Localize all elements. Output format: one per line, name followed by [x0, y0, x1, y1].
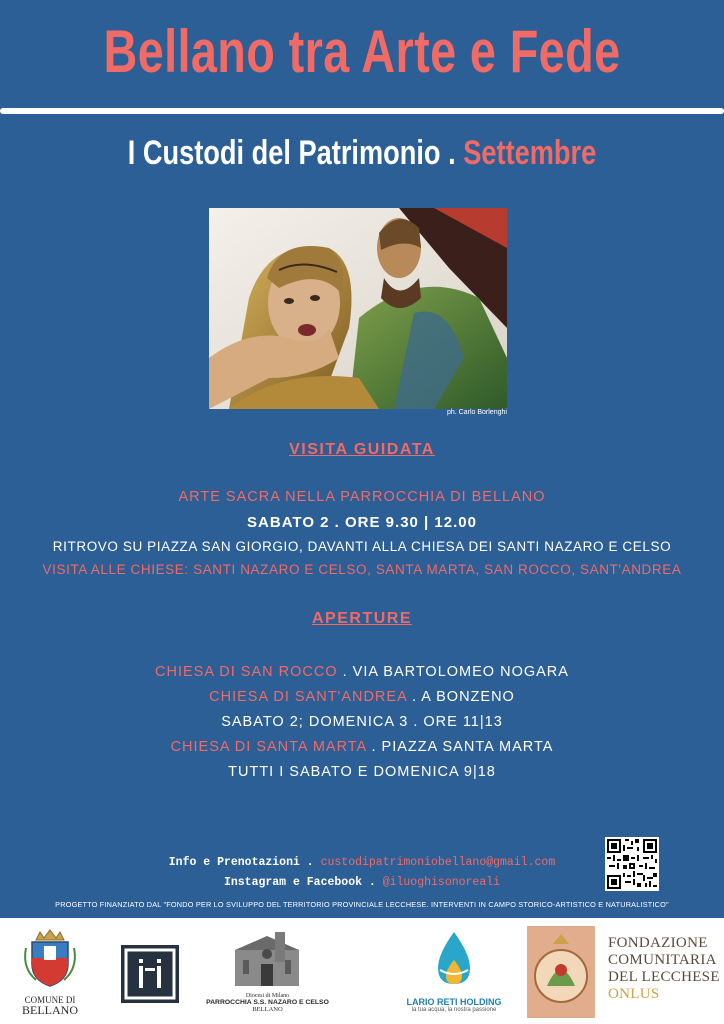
info-label: Info e Prenotazioni .: [168, 856, 321, 869]
parrocchia-town: BELLANO: [252, 1006, 283, 1013]
church-location: . PIAZZA SANTA MARTA: [366, 739, 554, 755]
opening-hours-weekend: SABATO 2; DOMENICA 3 . ORE 11|13: [221, 714, 503, 730]
visita-meeting: RITROVO SU PIAZZA SAN GIORGIO, DAVANTI ALLA CHIESA DEI SANTI NAZARO E CELSO: [52, 539, 672, 554]
subtitle-month: Settembre: [463, 134, 597, 172]
fondazione-line: DEL LECCHESE: [608, 969, 720, 985]
funding-note: PROGETTO FINANZIATO DAL "FONDO PER LO SVILUPPO DEL TERRITORIO PROVINCIALE LECCHESE. INTERVENTI IN CAMPO STORICO-ARTISTICO E NATURALISTICO": [55, 900, 669, 909]
opening-sant-andrea: [0, 689, 724, 705]
church-location: . A BONZENO: [406, 689, 515, 705]
opening-san-rocco: [0, 664, 724, 680]
photo-credit: ph. Carlo Borlenghi: [447, 409, 507, 416]
church-location: . VIA BARTOLOMEO NOGARA: [337, 664, 569, 680]
social-handle-link[interactable]: @iluoghisonoreali: [382, 876, 501, 889]
qr-code[interactable]: [605, 837, 659, 891]
church-name: CHIESA DI SAN ROCCO: [155, 664, 338, 680]
contact-email-link[interactable]: custodipatrimoniobellano@gmail.com: [320, 856, 556, 869]
church-name: CHIESA DI SANT'ANDREA: [209, 689, 407, 705]
subtitle-separator: .: [440, 134, 464, 172]
social-label: Instagram e Facebook .: [223, 876, 383, 889]
section-heading-visita: VISITA GUIDATA: [289, 441, 435, 458]
fondazione-line: COMUNITARIA: [608, 952, 717, 968]
visita-datetime: SABATO 2 . ORE 9.30 | 12.00: [247, 514, 477, 531]
comune-label: COMUNE DI BELLANO: [22, 995, 78, 1017]
visita-subtitle: ARTE SACRA NELLA PARROCCHIA DI BELLANO: [178, 489, 546, 505]
visita-churches: VISITA ALLE CHIESE: SANTI NAZARO E CELSO, SANTA MARTA, SAN ROCCO, SANT'ANDREA: [42, 562, 682, 577]
poster-title: Bellano tra Arte e Fede: [103, 18, 621, 85]
iluoghi-logo: [121, 945, 179, 1003]
sculpture-photo: [209, 208, 507, 409]
parrocchia-name: PARROCCHIA S.S. NAZARO E CELSO: [206, 999, 329, 1006]
parrocchia-diocesi: Diocesi di Milano: [245, 993, 290, 999]
parrocchia-logo: [205, 930, 330, 1020]
poster-subtitle: [72, 136, 651, 170]
subtitle-main: I Custodi del Patrimonio: [127, 134, 441, 172]
lario-tagline: la tua acqua, la nostra passione: [411, 1007, 497, 1013]
church-name: CHIESA DI SANTA MARTA: [170, 739, 367, 755]
title-divider: [0, 108, 724, 114]
comune-bellano-logo: [22, 928, 78, 1018]
fondazione-line: FONDAZIONE: [608, 935, 708, 951]
opening-santa-marta: [0, 739, 724, 755]
fondazione-text: [608, 935, 720, 1003]
opening-hours-all: TUTTI I SABATO E DOMENICA 9|18: [228, 764, 496, 780]
fondazione-onlus: ONLUS: [608, 986, 660, 1002]
fondazione-emblem: [527, 926, 595, 1018]
lario-reti-logo: [404, 930, 504, 1018]
section-heading-aperture: APERTURE: [311, 610, 412, 627]
lario-name: LARIO RETI HOLDING: [406, 997, 502, 1007]
